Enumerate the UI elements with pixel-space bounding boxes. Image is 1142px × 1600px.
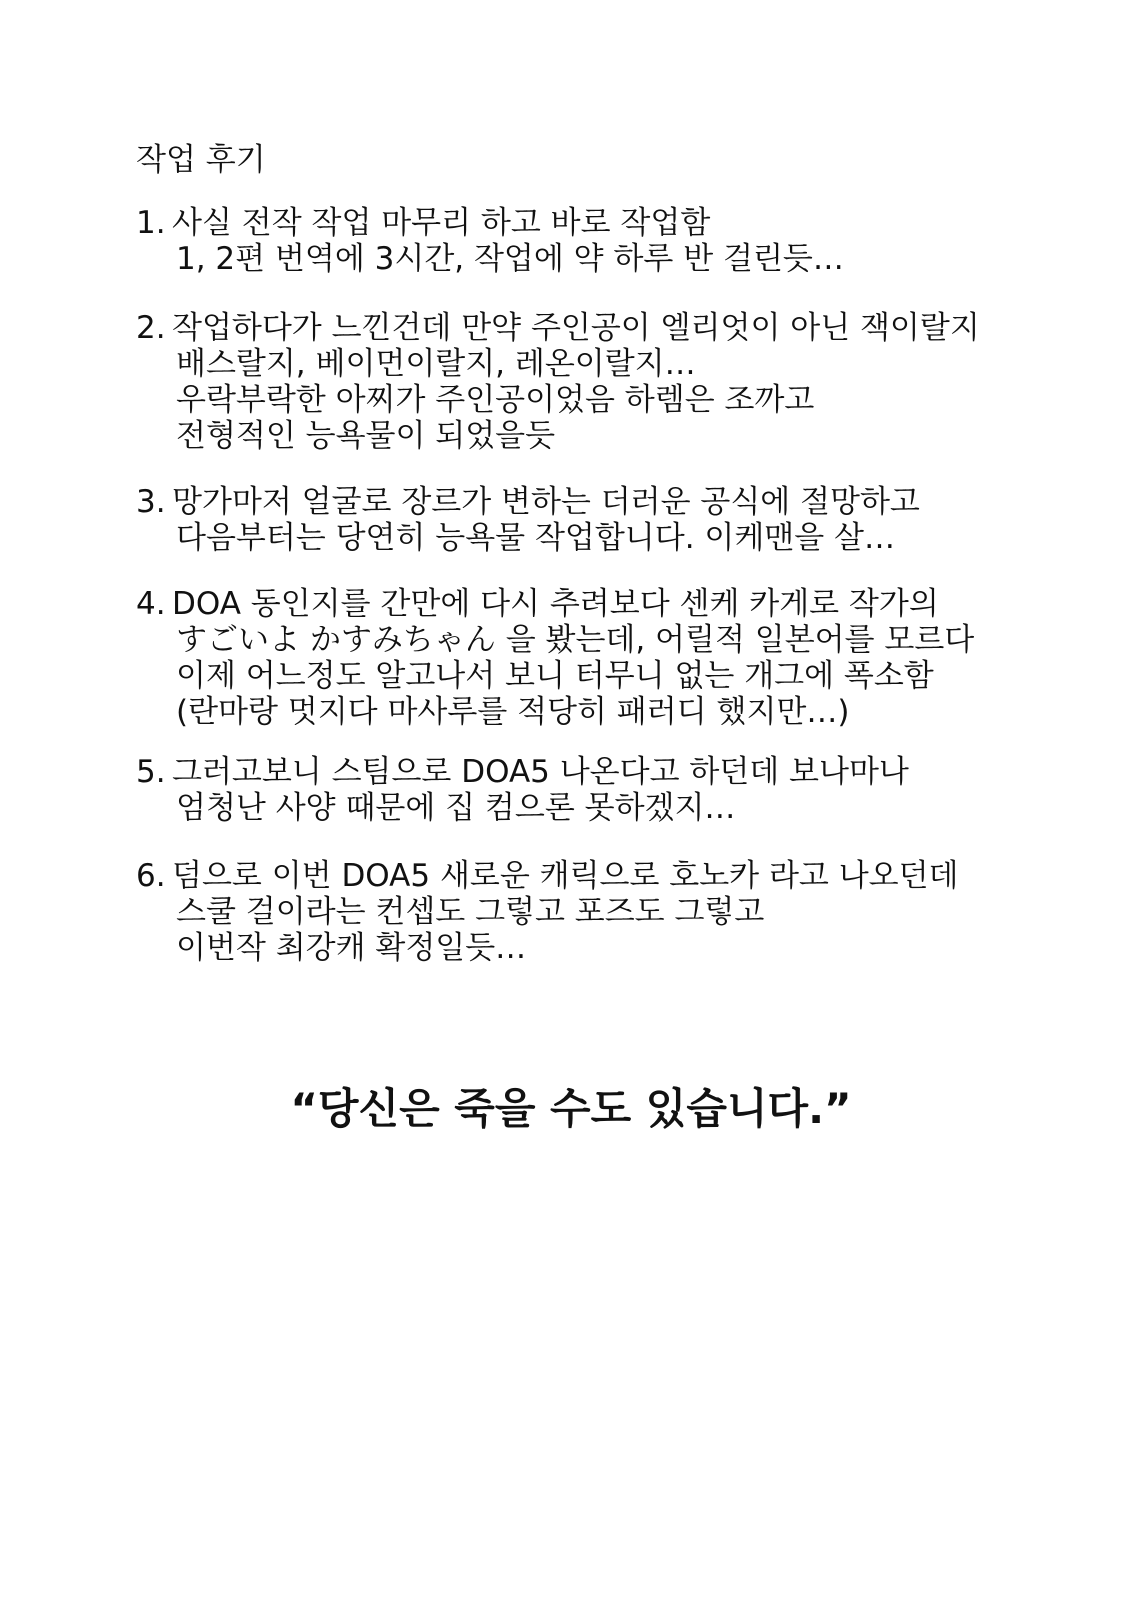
note-line: 이번작 최강캐 확정일듯… (176, 930, 527, 966)
note-line: 덤으로 이번 DOA5 새로운 캐릭으로 호노카 라고 나오던데 (172, 858, 959, 894)
page-heading: 작업 후기 (136, 142, 266, 178)
note-number: 6. (136, 858, 166, 894)
note-line: すごいよ かすみちゃん 을 봤는데, 어릴적 일본어를 모르다 (176, 622, 975, 658)
note-line: 망가마저 얼굴로 장르가 변하는 더러운 공식에 절망하고 (172, 484, 920, 520)
note-4 (136, 586, 974, 730)
note-number: 5. (136, 754, 166, 790)
note-line: 1, 2편 번역에 3시간, 작업에 약 하루 반 걸린듯… (176, 241, 844, 277)
note-number: 4. (136, 586, 166, 622)
note-line: 스쿨 걸이라는 컨셉도 그렇고 포즈도 그렇고 (176, 894, 765, 930)
note-6 (136, 858, 959, 966)
note-line: 전형적인 능욕물이 되었을듯 (176, 418, 556, 454)
note-2 (136, 310, 980, 454)
note-line: 그러고보니 스팀으로 DOA5 나온다고 하던데 보나마나 (172, 754, 909, 790)
note-line: 작업하다가 느낀건데 만약 주인공이 엘리엇이 아닌 잭이랄지 (172, 310, 980, 346)
note-line: 우락부락한 아찌가 주인공이었음 하렘은 조까고 (176, 382, 815, 418)
note-line: 배스랄지, 베이먼이랄지, 레온이랄지… (176, 346, 696, 382)
note-number: 3. (136, 484, 166, 520)
note-line: 사실 전작 작업 마무리 하고 바로 작업함 (172, 205, 711, 241)
note-line: DOA 동인지를 간만에 다시 추려보다 센케 카게로 작가의 (172, 586, 939, 622)
note-line: 이제 어느정도 알고나서 보니 터무니 없는 개그에 폭소함 (176, 658, 934, 694)
note-5 (136, 754, 909, 826)
note-1 (136, 205, 844, 277)
note-3 (136, 484, 920, 556)
note-number: 2. (136, 310, 166, 346)
closing-quote: “당신은 죽을 수도 있습니다.” (290, 1084, 852, 1133)
note-number: 1. (136, 205, 166, 241)
note-line: 엄청난 사양 때문에 집 컴으론 못하겠지… (176, 790, 736, 826)
note-line: 다음부터는 당연히 능욕물 작업합니다. 이케맨을 살… (176, 520, 895, 556)
note-line: (란마랑 멋지다 마사루를 적당히 패러디 했지만…) (176, 694, 850, 730)
